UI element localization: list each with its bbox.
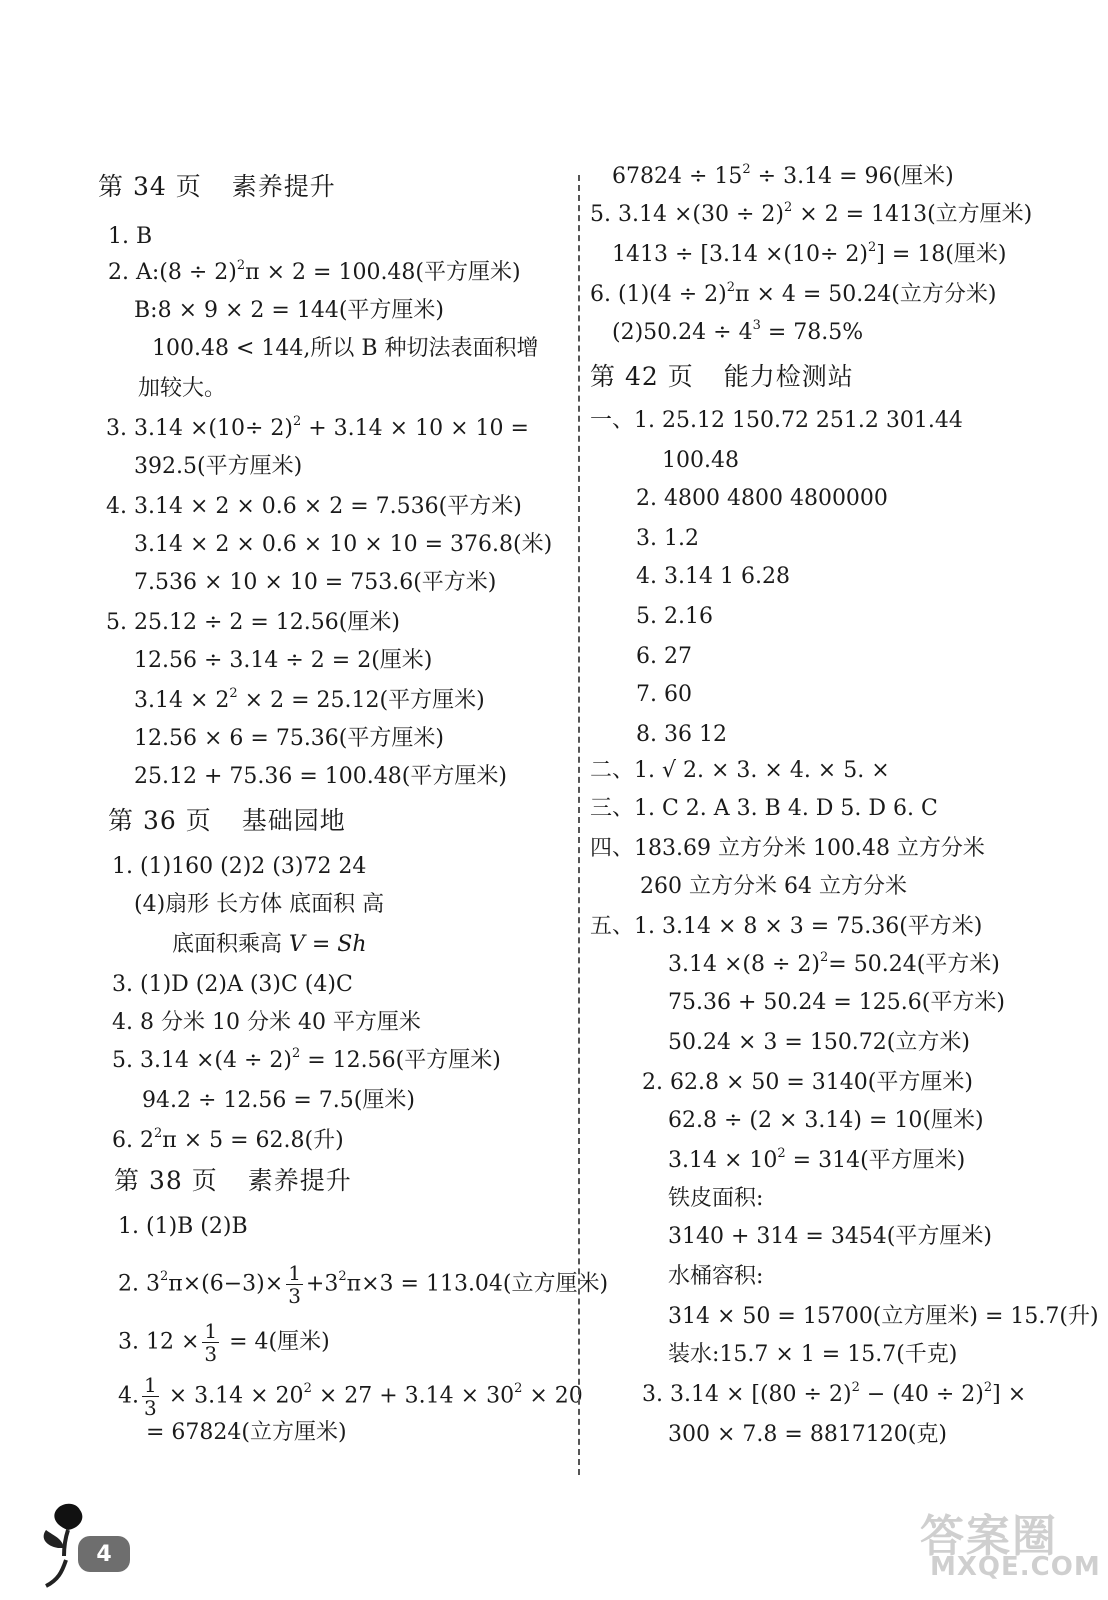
answer-line: 7. 60 xyxy=(636,682,692,707)
answer-line: 94.2 ÷ 12.56 = 7.5(厘米) xyxy=(142,1088,415,1113)
answer-line: 三、1. C 2. A 3. B 4. D 5. D 6. C xyxy=(590,796,938,821)
answer-line: 2. A:(8 ÷ 2)$^2$π × 2 = 100.48(平方厘米) xyxy=(108,257,521,285)
answer-line: 3. 1.2 xyxy=(636,526,699,551)
heading-title: 能力检测站 xyxy=(723,362,854,391)
answer-line: 5. $3.14 \times(4 \div 2)^2 = 12.56$(平方厘米) xyxy=(112,1045,501,1073)
answer-line: 4. 8 分米 10 分米 40 平方厘米 xyxy=(112,1010,421,1035)
answer-line: = 67824(立方厘米) xyxy=(146,1420,347,1445)
answer-line: 7.536 × 10 × 10 = 753.6(平方米) xyxy=(134,570,497,595)
answer-line: 3. $3.14 \times [(80 \div 2)^2 - (40 \div 2)^2]$ × xyxy=(642,1379,1027,1407)
section-heading-p36 xyxy=(108,806,346,836)
watermark-logo: 答案圈 MXQE.COM xyxy=(920,1511,1101,1582)
answer-line: 底面积乘高 V = Sh xyxy=(172,932,367,957)
answer-line: 75.36 + 50.24 = 125.6(平方米) xyxy=(668,990,1005,1015)
page-number-badge: 4 xyxy=(78,1536,130,1572)
answer-line: 5. $3.14 \times(30 \div 2)^2 \times 2 = 1413$(立方厘米) xyxy=(590,199,1033,227)
answer-line: 2. $3^2\pi\times(6-3)\times$ $\frac{1}{3}$ $+3^2\pi\times 3 = 113.04$(立方厘米) xyxy=(118,1261,609,1308)
answer-line: 300 × 7.8 = 8817120(克) xyxy=(668,1422,947,1447)
answer-line: $67824 \div 15^2 \div 3.14 = 96$(厘米) xyxy=(612,161,954,189)
heading-title: 基础园地 xyxy=(241,806,346,835)
answer-line: 2. 4800 4800 4800000 xyxy=(636,486,888,511)
answer-line: 3. (1)D (2)A (3)C (4)C xyxy=(112,972,353,997)
answer-line: 4. 3.14 1 6.28 xyxy=(636,564,790,589)
answer-line: B:8 × 9 × 2 = 144(平方厘米) xyxy=(134,298,444,323)
section-heading-p34 xyxy=(98,172,336,202)
answer-line: $3.14 \times(8 \div 2)^2= 50.24$(平方米) xyxy=(668,949,1000,977)
answer-line: 100.48 xyxy=(662,448,739,473)
heading-title: 素养提升 xyxy=(231,172,336,201)
answer-line: $3.14 \times 10^2 = 314$(平方厘米) xyxy=(668,1145,966,1173)
heading-page-label: 第 34 页 xyxy=(98,172,202,201)
answer-line: 25.12 + 75.36 = 100.48(平方厘米) xyxy=(134,764,507,789)
answer-line: 4. 3.14 × 2 × 0.6 × 2 = 7.536(平方米) xyxy=(106,494,522,519)
answer-line: 100.48 < 144,所以 B 种切法表面积增 xyxy=(152,336,539,361)
answer-line: 加较大。 xyxy=(138,376,227,401)
answer-line: 2. 62.8 × 50 = 3140(平方厘米) xyxy=(642,1070,973,1095)
fraction: $\frac{1}{3}$ xyxy=(144,1373,157,1420)
fraction: $\frac{1}{3}$ xyxy=(204,1319,218,1366)
answer-line: 5. 2.16 xyxy=(636,604,713,629)
answer-line: 4. $\frac{1}{3}$ × $3.14 \times 20^2 \times 27 + 3.14 \times 30^2 \times 20$ xyxy=(118,1373,583,1420)
answer-line: 314 × 50 = 15700(立方厘米) = 15.7(升) xyxy=(668,1304,1099,1329)
answer-line: 5. 25.12 ÷ 2 = 12.56(厘米) xyxy=(106,610,400,635)
section-heading-p42 xyxy=(590,362,854,392)
fraction: $\frac{1}{3}$ xyxy=(288,1261,301,1308)
answer-line: 水桶容积: xyxy=(668,1264,764,1289)
answer-line: $3.14 \times 2^2 \times 2 = 25.12$(平方厘米) xyxy=(134,685,485,713)
heading-page-label: 第 38 页 xyxy=(114,1166,218,1195)
answer-line: 五、1. 3.14 × 8 × 3 = 75.36(平方米) xyxy=(590,914,983,939)
answer-line: 1. (1)160 (2)2 (3)72 24 xyxy=(112,854,367,879)
answer-line: 二、1. √ 2. × 3. × 4. × 5. × xyxy=(590,758,890,783)
answer-line: 3. 12 × $\frac{1}{3}$ = 4(厘米) xyxy=(118,1319,330,1366)
answer-line: 12.56 × 6 = 75.36(平方厘米) xyxy=(134,726,444,751)
column-divider xyxy=(578,175,580,1475)
answer-line: 一、1. 25.12 150.72 251.2 301.44 xyxy=(590,408,963,433)
answer-line: 12.56 ÷ 3.14 ÷ 2 = 2(厘米) xyxy=(134,648,433,673)
answer-line: 8. 36 12 xyxy=(636,722,727,747)
answer-line: 3.14 × 2 × 0.6 × 10 × 10 = 376.8(米) xyxy=(134,532,553,557)
section-heading-p38 xyxy=(114,1166,352,1196)
answer-line: 6. $2^2\pi \times 5 = 62.8$(升) xyxy=(112,1125,344,1153)
answer-line: 装水:15.7 × 1 = 15.7(千克) xyxy=(668,1342,958,1367)
answer-line: 1. (1)B (2)B xyxy=(118,1214,248,1239)
answer-line: $1413 \div [3.14 \times(10\div 2)^2] = 18$(厘米) xyxy=(612,239,1007,267)
answer-line: 392.5(平方厘米) xyxy=(134,454,303,479)
answer-line: 6. 27 xyxy=(636,644,692,669)
answer-line: 3140 + 314 = 3454(平方厘米) xyxy=(668,1224,992,1249)
answer-line: (4)扇形 长方体 底面积 高 xyxy=(134,892,385,917)
heading-page-label: 第 36 页 xyxy=(108,806,212,835)
answer-line: 3. $3.14 \times(10\div 2)^2 + 3.14 \times 10 \times 10$ = xyxy=(106,413,529,441)
answer-line: 260 立方分米 64 立方分米 xyxy=(640,874,907,899)
answer-line: 铁皮面积: xyxy=(668,1186,764,1211)
answer-line: 50.24 × 3 = 150.72(立方米) xyxy=(668,1030,970,1055)
answer-line: 62.8 ÷ (2 × 3.14) = 10(厘米) xyxy=(668,1108,984,1133)
answer-line: 四、183.69 立方分米 100.48 立方分米 xyxy=(590,836,985,861)
answer-line: 1. B xyxy=(108,224,153,249)
answer-line: $(2)50.24 \div 4^3 = 78.5\%$ xyxy=(612,317,864,345)
answer-line: 6. $(1)(4 \div 2)^2\pi \times 4 = 50.24$(立方分米) xyxy=(590,279,997,307)
heading-page-label: 第 42 页 xyxy=(590,362,694,391)
heading-title: 素养提升 xyxy=(247,1166,352,1195)
